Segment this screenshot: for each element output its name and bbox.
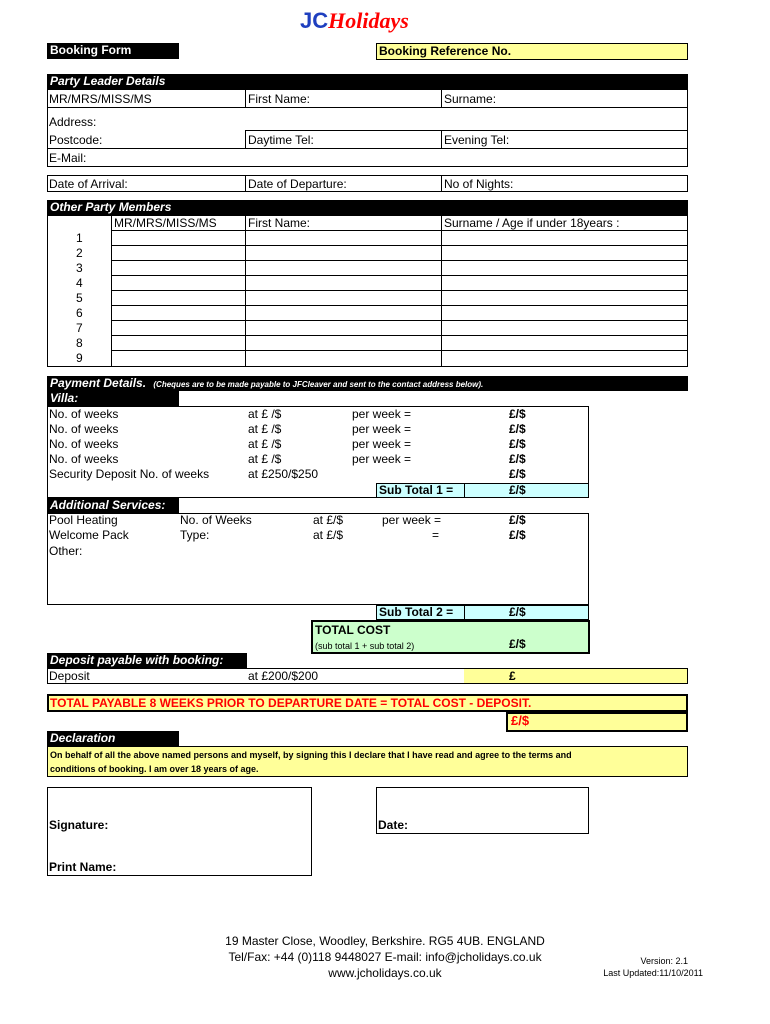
welcome-type-field[interactable]: Type: [180,528,210,542]
booking-reference-field[interactable] [376,43,688,60]
villa-per-week-label: per week = [352,407,412,421]
leader-address-field[interactable]: Address: [49,115,97,129]
total-payable-amount-field[interactable]: £/$ [511,713,530,728]
welcome-rate-field[interactable]: at £/$ [313,528,344,542]
security-deposit-rate: at £250/$250 [248,467,319,481]
other-members-table [47,215,688,367]
pool-weeks-field[interactable]: No. of Weeks [180,513,252,527]
total-cost-sub-label: (sub total 1 + sub total 2) [315,641,415,651]
subtotal1-amount-field[interactable]: £/$ [509,483,526,497]
additional-services-heading: Additional Services: [47,498,179,513]
member-row-number: 9 [76,351,83,365]
footer-website-link[interactable]: www.jcholidays.co.uk [328,966,442,980]
villa-rate-field[interactable]: at £ /$ [248,452,282,466]
total-cost-label: TOTAL COST [315,623,391,637]
villa-weeks-field[interactable]: No. of weeks [49,437,119,451]
footer-contact: Tel/Fax: +44 (0)118 9448027 E-mail: info@jcholidays.co.uk [228,950,542,964]
pool-per-week-label: per week = [382,513,442,527]
welcome-equals-label: = [432,528,440,542]
pool-heating-label: Pool Heating [49,513,118,527]
no-of-nights-field[interactable]: No of Nights: [444,177,514,191]
subtotal2-label: Sub Total 2 = [379,605,454,619]
subtotal2-amount-field[interactable]: £/$ [509,605,526,619]
col-title-header: MR/MRS/MISS/MS [114,216,217,230]
villa-amount-field[interactable]: £/$ [509,452,526,466]
member-row-number: 6 [76,306,83,320]
declaration-text-line1: On behalf of all the above named persons and myself, by signing this I declare that I have read and agree to the terms and [50,750,572,760]
security-deposit-weeks-field[interactable]: Security Deposit No. of weeks [49,467,210,481]
leader-evening-tel-field[interactable]: Evening Tel: [444,133,510,147]
leader-email-field[interactable]: E-Mail: [49,151,87,165]
signature-field[interactable]: Signature: [49,818,109,832]
leader-postcode-field[interactable]: Postcode: [49,133,103,147]
other-members-heading: Other Party Members [47,200,688,215]
deposit-label: Deposit [49,669,90,683]
date-of-departure-field[interactable]: Date of Departure: [248,177,347,191]
payment-title: Payment Details. [50,376,147,390]
brand-jc: JC [300,8,329,33]
leader-surname-field[interactable]: Surname: [444,92,497,106]
villa-weeks-field[interactable]: No. of weeks [49,407,119,421]
villa-amount-field[interactable]: £/$ [509,437,526,451]
brand-holidays: Holidays [328,8,409,33]
villa-heading: Villa: [47,391,179,406]
total-payable-text: TOTAL PAYABLE 8 WEEKS PRIOR TO DEPARTURE DATE = TOTAL COST - DEPOSIT. [50,696,532,710]
deposit-heading: Deposit payable with booking: [47,653,247,668]
payment-note: (Cheques are to be made payable to JFCleaver and sent to the contact address below). [153,380,484,389]
other-services-field[interactable]: Other: [49,544,83,558]
declaration-text-line2: conditions of booking. I am over 18 years of age. [50,764,259,774]
villa-per-week-label: per week = [352,437,412,451]
col-first-name-header: First Name: [248,216,311,230]
booking-reference-label: Booking Reference No. [379,44,512,58]
deposit-amount-box [464,669,687,683]
villa-amount-field[interactable]: £/$ [509,422,526,436]
member-row-number: 4 [76,276,83,290]
villa-rate-field[interactable]: at £ /$ [248,437,282,451]
version-label: Version: 2.1 [640,956,688,966]
total-payable-amount-box [506,712,688,732]
print-name-field[interactable]: Print Name: [49,860,117,874]
security-deposit-amount-field[interactable]: £/$ [509,467,526,481]
welcome-pack-label: Welcome Pack [49,528,129,542]
villa-rate-field[interactable]: at £ /$ [248,422,282,436]
total-cost-amount-field[interactable]: £/$ [509,637,526,651]
booking-form-heading: Booking Form [47,43,179,59]
villa-per-week-label: per week = [352,452,412,466]
welcome-amount-field[interactable]: £/$ [509,528,526,542]
col-surname-header: Surname / Age if under 18years : [444,216,620,230]
villa-rate-field[interactable]: at £ /$ [248,407,282,421]
member-row-number: 8 [76,336,83,350]
pool-rate-field[interactable]: at £/$ [313,513,344,527]
last-updated-label: Last Updated:11/10/2011 [603,968,703,978]
member-row-number: 5 [76,291,83,305]
date-of-arrival-field[interactable]: Date of Arrival: [49,177,128,191]
declaration-heading: Declaration [47,731,179,746]
member-row-number: 7 [76,321,83,335]
deposit-rate: at £200/$200 [248,669,319,683]
leader-title-field[interactable]: MR/MRS/MISS/MS [49,92,152,106]
villa-per-week-label: per week = [352,422,412,436]
member-row-number: 1 [76,231,83,245]
date-field[interactable]: Date: [378,818,409,832]
villa-amount-field[interactable]: £/$ [509,407,526,421]
villa-weeks-field[interactable]: No. of weeks [49,422,119,436]
payment-heading [47,376,688,391]
leader-first-name-field[interactable]: First Name: [248,92,311,106]
member-row-number: 3 [76,261,83,275]
leader-daytime-tel-field[interactable]: Daytime Tel: [248,133,314,147]
villa-weeks-field[interactable]: No. of weeks [49,452,119,466]
pool-amount-field[interactable]: £/$ [509,513,526,527]
dates-section [47,175,688,192]
footer-address: 19 Master Close, Woodley, Berkshire. RG5 4UB. ENGLAND [225,934,545,948]
brand-logo [300,8,470,36]
member-row-number: 2 [76,246,83,260]
deposit-amount-field[interactable]: £ [509,669,516,683]
subtotal1-label: Sub Total 1 = [379,483,454,497]
party-leader-heading: Party Leader Details [47,74,688,89]
